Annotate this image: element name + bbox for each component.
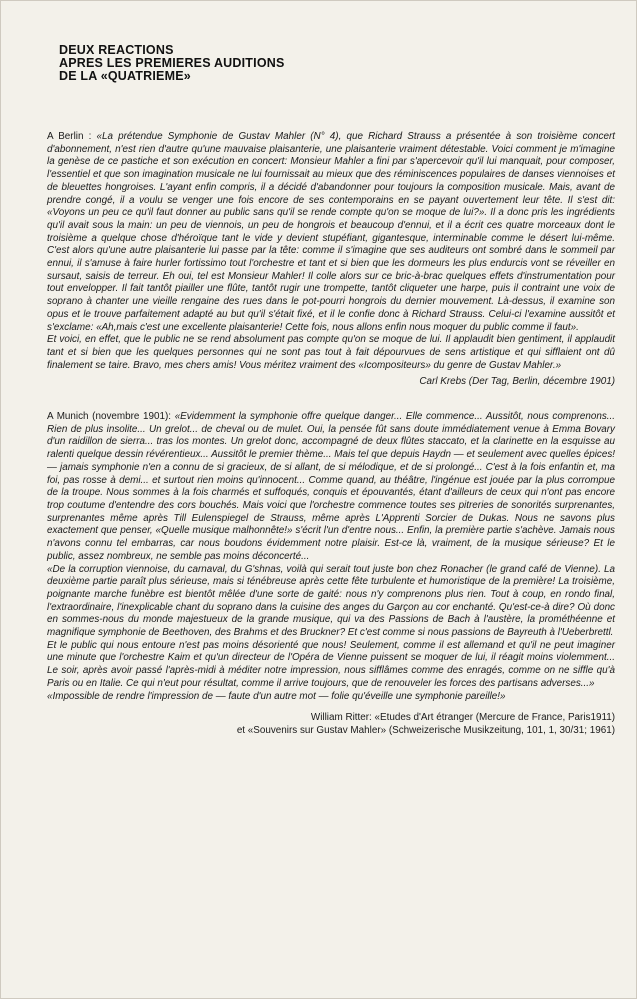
munich-quote-4: «Impossible de rendre l'impression de — faute d'un autre mot — folie qu'éveille une symphonie pareille!» xyxy=(47,690,506,702)
munich-paragraph xyxy=(47,411,615,563)
document-body xyxy=(47,131,615,737)
munich-signature-line-2: et «Souvenirs sur Gustav Mahler» (Schweizerische Musikzeitung, 101, 1, 30/31; 1961) xyxy=(236,725,615,737)
document-title xyxy=(59,44,285,83)
munich-quote-3: Et le public qui nous entoure n'est pas moins désorienté que nous! Seulement, comme il est allemand et qu'il ne peut imaginer une minute que l'orchestre Kaim et qu'un directeur de l'Opéra de Vienne puissent se moquer de lui, il réagit moins violemment... Le soir, après avoir passé l'après-midi à méditer notre impression, nous sifflâmes comme des enragés, comme on ne siffle qu'à Paris ou en Italie. Ce qui n'eut pour résultat, comme il arrive toujours, que de renouveler les forces des partisans adverses...» xyxy=(47,639,615,689)
berlin-quote: «La prétendue Symphonie de Gustav Mahler (N° 4), que Richard Strauss a présentée à son troisième concert d'abonnement, n'est rien d'autre qu'une mauvaise plaisanterie, une plaisanterie vraiment détestable. Voici comment je m'imagine la genèse de ce pastiche et son exécution en concert: Monsieur Mahler a fini par s'apercevoir qu'il lui manquait, pour composer, l'essentiel et que son imagination musicale ne lui fournissait au mieux que des réminiscences populaires de danses viennoises et de bleuettes hongroises. L'ayant enfin compris, il a décidé d'abandonner pour toujours la composition musicale. Mais, avant de prendre congé, il a voulu se venger une fois encore de ses contemporains en se payant ouvertement leur tête. Il s'est dit: «Voyons un peu ce qu'il faut donner au public sans qu'il se rende compte qu'on se moque de lui?». Il a donc pris les ingrédients qu'il avait sous la main: un peu de viennois, un peu de hongrois et beaucoup d'ennui, et il a écrit ces quatre morceaux dont le troisième a quelque chose d'héroïque tant le vide y devient stupéfiant, gigantesque, interminable comme le désert lui-même. C'est alors qu'une autre plaisanterie lui passe par la tête: comme il s'imagine que ses auditeurs ont sombré dans le sommeil par ennui, il s'amuse à faire hurler fortissimo tout l'orchestre et tant et si bien que les dormeurs les plus endurcis vont se réveiller en sursaut, saisis de terreur. Eh oui, tel est Monsieur Mahler! Il colle alors sur ce bric-à-brac quelques effets d'instrumentation pour tout envelopper. Il fait tantôt piailler une flûte, tantôt rugir une trompette, tantôt cliqueter une harpe, puis il contraint une voix de soprano à chanter une vieille rengaine des rues dans le pot-pourri hongrois du dernier mouvement. Là-dessus, il examine son opus et le trouve parfaitement adapté au but qu'il s'était fixé, et il le confie donc à Richard Strauss. Celui-ci l'examine aussitôt et s'exclame: «Ah,mais c'est une excellente plaisanterie! Cette fois, nous allons enfin nous moquer du public comme il faut». xyxy=(47,131,615,333)
munich-quote-2: «De la corruption viennoise, du carnaval, du G'shnas, voilà qui serait tout juste bon chez Ronacher (le grand café de Vienne). La deuxième partie paraît plus sérieuse, mais si ténébreuse après cette fête turbulente et humoristique de la première! La troisième, poignante marche funèbre est bientôt mêlée d'une sorte de gaité: nous n'y comprenons plus rien. Tout à coup, en rondo final, l'extraordinaire, l'inexplicable chant du soprano dans la cuisine des anges du Garçon au cor enchanté. Qu'est-ce-à dire? Où donc en sommes-nous du monde majestueux de la grande musique, qui va des Passions de Bach à l'austère, la prométhéenne et magnifique symphonie de Beethoven, des Brahms et des Bruckner? Et c'est comme si nous passions de Bayreuth à l'Ueberbrettl. xyxy=(47,563,615,639)
munich-paragraph-3 xyxy=(47,640,615,691)
title-line-3: DE LA «QUATRIEME» xyxy=(59,69,191,83)
berlin-lead: A Berlin : xyxy=(47,131,97,142)
berlin-signature: Carl Krebs (Der Tag, Berlin, décembre 1901) xyxy=(419,376,615,388)
title-line-1: DEUX REACTIONS xyxy=(59,43,174,57)
munich-paragraph-4 xyxy=(47,691,615,704)
berlin-paragraph-2 xyxy=(47,334,615,372)
title-line-2: APRES LES PREMIERES AUDITIONS xyxy=(59,56,285,70)
berlin-quote-2: Et voici, en effet, que le public ne se rend absolument pas compte qu'on se moque de lui. Il applaudit bien gentiment, il applaudit tant et si bien que les quelques personnes qui ne sont pas tout à fait dépourvues de sens artistique et qui sifflaient ont dû finalement se taire. Bravo, mes chers amis! Vous méritez vraiment des «Icompositeurs» du genre de Gustav Mahler.» xyxy=(47,334,615,371)
munich-lead: A Munich (novembre 1901): xyxy=(47,411,175,423)
munich-signature-line-1: William Ritter: «Etudes d'Art étranger (Mercure de France, Paris1911) xyxy=(310,712,615,724)
munich-quote: «Evidemment la symphonie offre quelque danger... Elle commence... Aussitôt, nous comprenons... Rien de plus insolite... Un grelot... de cheval ou de mulet. Oui, la pensée fût sans doute immédiatement venue à Emma Bovary d'un raidillon de sierra... tras los montes. Un grelot donc, accompagné de deux flûtes staccato, et la clarinette en la esquisse au ralenti quelque dessin révérentieux... Aussitôt le premier thème... Mais tel que depuis Haydn — et seulement avec quelles épices! — jamais symphonie n'en a connu de si gracieux, de si allant, de si mélodique, et de si prolongé... C'est à la fois enfantin et, ma foi, pas rosse à demi... et surtout rien moins qu'innocent... Comme quand, au théâtre, l'ingénue est jouée par la plus corrompue de la troupe. Nous sommes à la fois charmés et suffoqués, conquis et épouvantés, étant d'ailleurs de ceux qui n'ont pas encore trop coutume d'entendre des cors bouchés. Mais voici que l'orchestre commence toutes ses pitreries de sonorités surprenantes, surprenantes même après Till Eulenspiegel de Strauss, même après L'Apprenti Sorcier de Dukas. Nous ne savons plus exactement que penser, «Quelle musique malhonnête!» s'écrit l'un d'entre nous... Enfin, la première partie s'achève. Jamais nous n'avons connu tel embarras, car nous boudons évidemment notre plaisir. Est-ce là, vraiment, de la musique sérieuse? Et le public, assez nombreux, ne semble pas moins déconcerté... xyxy=(47,411,615,562)
munich-signature xyxy=(47,711,615,737)
munich-paragraph-2 xyxy=(47,564,615,640)
berlin-paragraph xyxy=(47,131,615,334)
